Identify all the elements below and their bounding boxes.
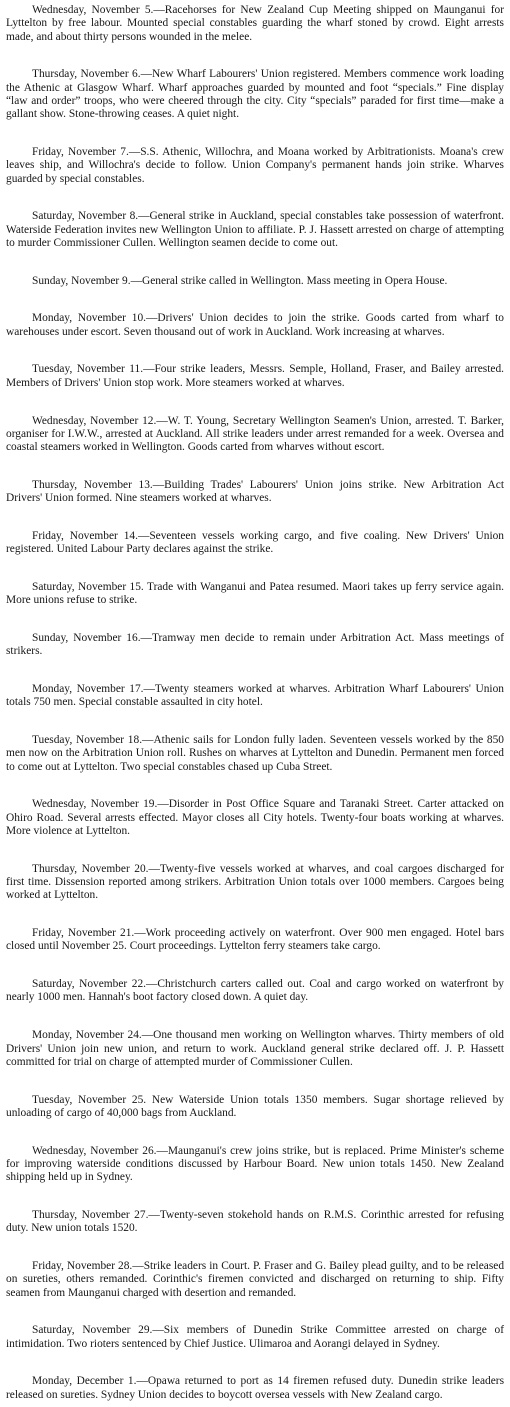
- entry-date: Saturday, November 8.: [32, 210, 139, 223]
- entry-nov-8: [6, 210, 504, 250]
- entry-text: —One thousand men working on Wellington wharves. Thirty members of old Drivers' Union join new union, and return to work. Auckland general strike declared off. J. P. Hassett committed for trial on charge of attempted murder of Commissioner Cullen.: [6, 1029, 504, 1068]
- entry-text: —Tramway men decide to remain under Arbitration Act. Mass meetings of strikers.: [6, 632, 504, 658]
- entry-nov-16: [6, 632, 504, 659]
- entry-nov-11: [6, 363, 504, 390]
- entry-nov-20: [6, 863, 504, 903]
- entry-text: —General strike in Auckland, special constables take possession of waterfront. Waterside Federation invites new Wellington Union to affiliate. P. J. Hassett arrested on charge of attempting to murder Commissioner Cullen. Wellington seamen decide to come out.: [6, 210, 504, 249]
- entry-date: Friday, November 7.: [32, 145, 129, 158]
- entry-nov-13: [6, 479, 504, 506]
- entry-date: Saturday, November 15.: [32, 580, 144, 593]
- entry-nov-29: [6, 1324, 504, 1351]
- entry-text: —Racehorses for New Zealand Cup Meeting shipped on Maunganui for Lyttelton by free labour. Mounted special constables guarding the wharf stoned by crowd. Eight arrests made, and about thirty persons wounded in the melee.: [6, 4, 504, 43]
- entry-nov-6: [6, 68, 504, 121]
- entry-date: Thursday, November 20.: [32, 862, 149, 875]
- entry-date: Monday, November 10.: [32, 312, 147, 325]
- entry-text: —Six members of Dunedin Strike Committee arrested on charge of intimidation. Two rioters sentenced by Chief Justice. Ulimaroa and Aorangi delayed in Sydney.: [6, 1324, 504, 1350]
- entry-text: —General strike called in Wellington. Mass meeting in Opera House.: [130, 274, 448, 287]
- entry-text: —S.S. Athenic, Willochra, and Moana worked by Arbitrationists. Moana's crew leaves ship, and Willochra's decide to follow. Union Company's permanent hands join strike. Wharves guarded by special constables.: [6, 145, 504, 185]
- entry-text: —Christchurch carters called out. Coal and cargo worked on waterfront by nearly 1000 men. Hannah's boot factory closed down. A quiet day.: [6, 978, 504, 1004]
- entry-nov-21: [6, 927, 504, 954]
- entry-nov-14: [6, 530, 504, 557]
- entry-date: Friday, November 21.: [32, 927, 135, 940]
- entry-dec-1: [6, 1375, 504, 1402]
- entry-text: —Four strike leaders, Messrs. Semple, Holland, Fraser, and Bailey arrested. Members of Drivers' Union stop work. More steamers worked at wharves.: [6, 363, 504, 389]
- entry-date: Wednesday, November 26.: [32, 1144, 157, 1157]
- entry-text: —Twenty steamers worked at wharves. Arbitration Wharf Labourers' Union totals 750 men. Special constable assaulted in city hotel.: [6, 683, 504, 709]
- entry-nov-19: [6, 798, 504, 838]
- entry-text: —W. T. Young, Secretary Wellington Seamen's Union, arrested. T. Barker, organiser for I.W.W., arrested at Auckland. All strike leaders under arrest remanded for a week. Oversea and coastal steamers worked in Wellington. Goods carted from wharves without escort.: [6, 414, 504, 454]
- entry-date: Saturday, November 29.: [32, 1324, 153, 1337]
- entry-text: New Waterside Union totals 1350 members. Sugar shortage relieved by unloading of cargo of 40,000 bags from Auckland.: [6, 1093, 504, 1119]
- entry-text: —Building Trades' Labourers' Union joins strike. New Arbitration Act Drivers' Union formed. Nine steamers worked at wharves.: [6, 478, 504, 505]
- entry-date: Wednesday, November 12.: [32, 414, 157, 427]
- entry-text: —Twenty-five vessels worked at wharves, and coal cargoes discharged for first time. Dissension reported among strikers. Arbitration Union totals over 1000 members. Cargoes being worked at Lyttelton.: [6, 862, 504, 902]
- entry-nov-15: [6, 581, 504, 608]
- entry-date: Tuesday, November 25.: [32, 1093, 147, 1106]
- entry-date: Thursday, November 6.: [32, 68, 141, 81]
- entry-text: —Seventeen vessels working cargo, and five coaling. New Drivers' Union registered. United Labour Party declares against the strike.: [6, 529, 504, 556]
- entry-nov-28: [6, 1260, 504, 1300]
- entry-nov-22: [6, 978, 504, 1005]
- entry-nov-17: [6, 683, 504, 710]
- entry-text: —Athenic sails for London fully laden. Seventeen vessels worked by the 850 men now on the Arbitration Union roll. Rushes on wharves at Lyttelton and Dunedin. Permanent men forced to come out at Lyttelton. Two special constables chased up Cuba Street.: [6, 734, 504, 773]
- entry-date: Friday, November 28.: [32, 1260, 133, 1272]
- entry-date: Tuesday, November 18.: [32, 734, 143, 747]
- entry-date: Thursday, November 27.: [32, 1208, 149, 1221]
- entry-date: Friday, November 14.: [32, 529, 138, 542]
- entry-nov-25: [6, 1094, 504, 1121]
- entry-nov-10: [6, 312, 504, 339]
- entry-nov-7: [6, 146, 504, 186]
- entry-text: —Strike leaders in Court. P. Fraser and G. Bailey plead guilty, and to be released on sureties, others remanded. Corinthic's firemen convicted and discharged on returning to ship. Fifty seamen from Maunganui charged with desertion and remanded.: [6, 1260, 505, 1299]
- entry-text: —Disorder in Post Office Square and Taranaki Street. Carter attacked on Ohiro Road. Several arrests effected. Mayor closes all City hotels. Twenty-four boats working at wharves. More violence at Lyttelton.: [6, 798, 504, 838]
- entry-nov-12: [6, 415, 504, 455]
- entry-nov-24: [6, 1029, 504, 1069]
- entry-date: Wednesday, November 5.: [32, 4, 154, 16]
- entry-text: —Maunganui's crew joins strike, but is replaced. Prime Minister's scheme for improving waterside conditions discussed by Harbour Board. New union totals 1450. New Zealand shipping held up in Sydney.: [6, 1144, 505, 1184]
- entry-text: Trade with Wanganui and Patea resumed. Maori takes up ferry service again. More unions refuse to strike.: [6, 580, 504, 607]
- entry-text: —Work proceeding actively on waterfront. Over 900 men engaged. Hotel bars closed until November 25. Court proceedings. Lyttelton ferry steamers take cargo.: [6, 927, 505, 953]
- entry-nov-27: [6, 1209, 504, 1236]
- entry-text: —Opawa returned to port as 14 firemen refused duty. Dunedin strike leaders released on sureties. Sydney Union decides to boycott oversea vessels with New Zealand cargo.: [6, 1375, 505, 1401]
- entry-nov-5: [6, 4, 504, 44]
- entry-date: Wednesday, November 19.: [32, 798, 158, 811]
- entry-date: Monday, November 17.: [32, 683, 144, 696]
- entry-date: Tuesday, November 11.: [32, 363, 144, 376]
- entry-nov-18: [6, 734, 504, 774]
- entry-date: Thursday, November 13.: [32, 478, 153, 491]
- newspaper-column: [6, 4, 504, 1402]
- entry-date: Monday, November 24.: [32, 1029, 142, 1042]
- entry-date: Sunday, November 9.: [32, 274, 131, 287]
- entry-text: —New Wharf Labourers' Union registered. Members commence work loading the Athenic at Glasgow Wharf. Wharf approaches guarded by mounted and foot “specials.” Fine display “law and order” troops, who were cheered through the city. City “specials” paraded for first time—make a gallant show. Stone-throwing ceases. A quiet night.: [6, 68, 504, 121]
- entry-text: —Drivers' Union decides to join the strike. Goods carted from wharf to warehouses under escort. Seven thousand out of work in Auckland. Work increasing at wharves.: [6, 312, 504, 338]
- entry-text: —Twenty-seven stokehold hands on R.M.S. Corinthic arrested for refusing duty. New union totals 1520.: [6, 1208, 504, 1235]
- entry-nov-9: [6, 275, 504, 288]
- entry-date: Sunday, November 16.: [32, 632, 141, 644]
- entry-date: Monday, December 1.: [32, 1375, 137, 1388]
- entry-nov-26: [6, 1145, 504, 1185]
- entry-date: Saturday, November 22.: [32, 978, 146, 991]
